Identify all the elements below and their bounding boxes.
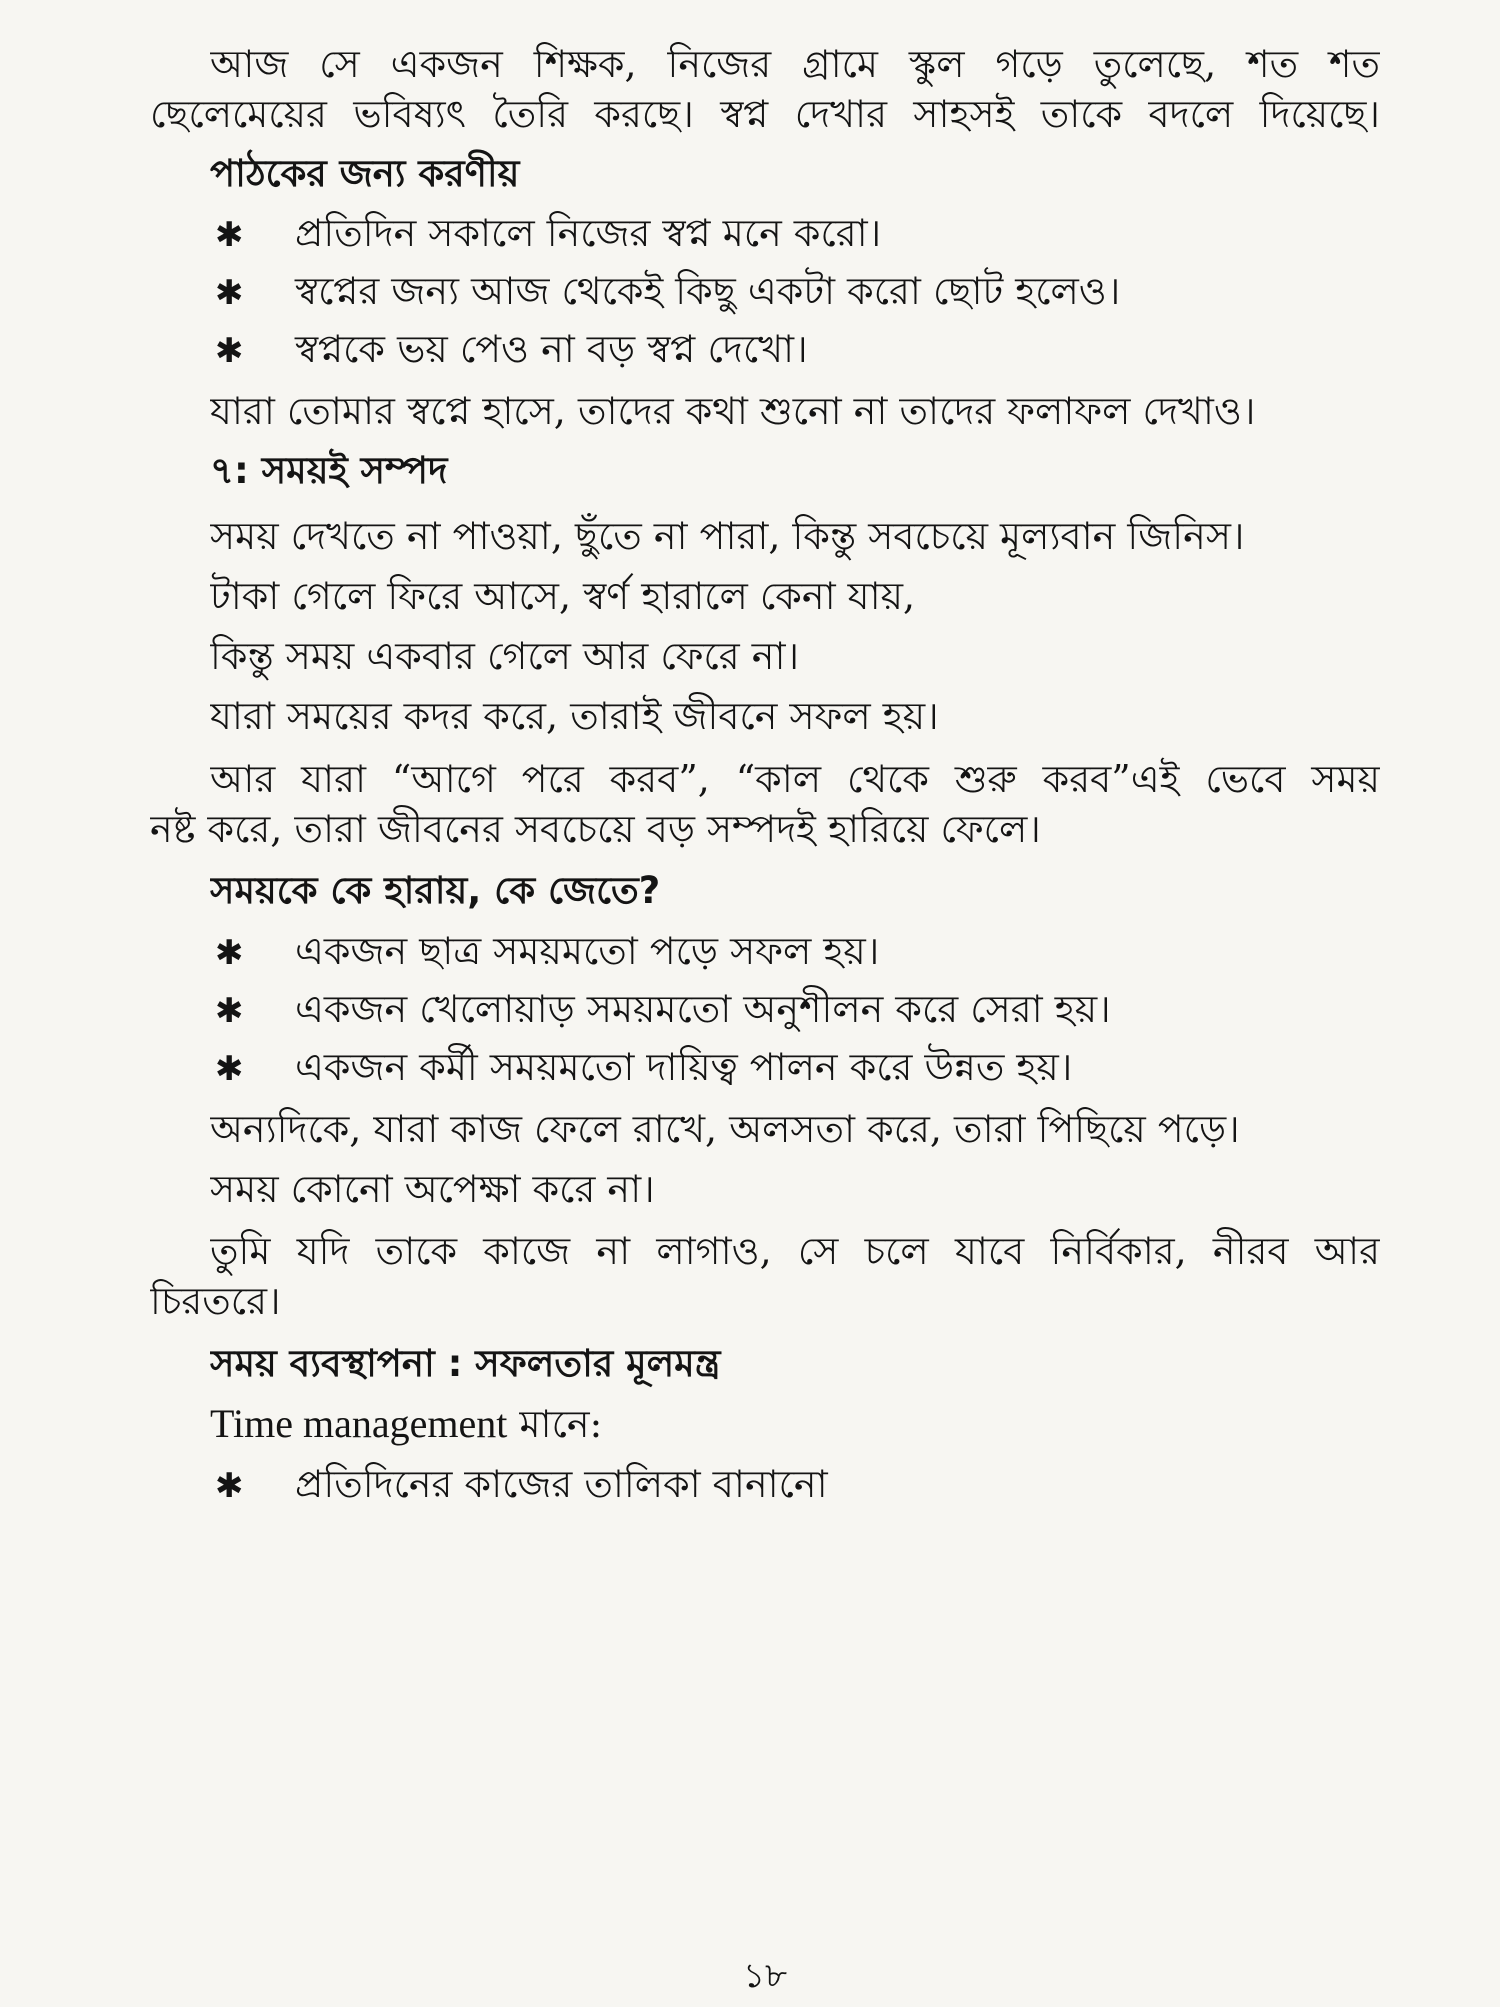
asterisk-bullet-icon: ✱: [215, 1466, 244, 1506]
who-section-paragraph-1: অন্যদিকে, যারা কাজ ফেলে রাখে, অলসতা করে, তারা পিছিয়ে পড়ে।: [210, 1107, 1240, 1151]
management-definition: [210, 1398, 1380, 1450]
asterisk-bullet-icon: ✱: [215, 273, 244, 313]
chapter-heading: ৭: সময়ই সম্পদ: [210, 449, 448, 492]
book-page: [150, 20, 1380, 1996]
reader-section-heading: পাঠকের জন্য করণীয়: [210, 152, 520, 195]
asterisk-bullet-icon: ✱: [215, 991, 244, 1031]
definition-bengali-suffix: মানে:: [507, 1402, 603, 1446]
chapter-paragraph-5-line-2: নষ্ট করে, তারা জীবনের সবচেয়ে বড় সম্পদই হারিয়ে ফেলে।: [150, 807, 1041, 851]
list-item: [215, 323, 1380, 377]
list-item: [215, 1041, 1380, 1095]
list-item: [215, 207, 1380, 261]
asterisk-bullet-icon: ✱: [215, 933, 244, 973]
definition-english-term: Time management: [210, 1401, 508, 1446]
who-section-paragraph-3-line-1: তুমি যদি তাকে কাজে না লাগাও, সে চলে যাবে নির্বিকার, নীরব আর: [210, 1229, 1380, 1273]
list-item-text: একজন কর্মী সময়মতো দায়িত্ব পালন করে উন্নত হয়।: [295, 1045, 1073, 1089]
list-item: [215, 925, 1380, 979]
who-section-paragraph-2: সময় কোনো অপেক্ষা করে না।: [210, 1167, 655, 1211]
who-section-heading: সময়কে কে হারায়, কে জেতে?: [210, 869, 661, 912]
asterisk-bullet-icon: ✱: [215, 215, 244, 255]
chapter-paragraph-5-line-1: আর যারা “আগে পরে করব”, “কাল থেকে শুরু করব”এই ভেবে সময়: [210, 757, 1380, 801]
list-item: [215, 265, 1380, 319]
list-item-text: স্বপ্নের জন্য আজ থেকেই কিছু একটা করো ছোট হলেও।: [295, 269, 1121, 313]
list-item-text: একজন ছাত্র সময়মতো পড়ে সফল হয়।: [295, 929, 880, 973]
intro-line-1: আজ সে একজন শিক্ষক, নিজের গ্রামে স্কুল গড়ে তুলেছে, শত শত: [210, 42, 1380, 86]
who-section-paragraph-3-line-2: চিরতরে।: [150, 1279, 281, 1323]
intro-line-2: ছেলেমেয়ের ভবিষ্যৎ তৈরি করছে। স্বপ্ন দেখার সাহসই তাকে বদলে দিয়েছে।: [150, 92, 1380, 136]
list-item-text: স্বপ্নকে ভয় পেও না বড় স্বপ্ন দেখো।: [295, 327, 808, 371]
list-item-text: একজন খেলোয়াড় সময়মতো অনুশীলন করে সেরা হয়।: [295, 987, 1111, 1031]
list-item-text: প্রতিদিনের কাজের তালিকা বানানো: [295, 1462, 828, 1506]
page-number: ১৮: [742, 1956, 788, 1996]
list-item-text: প্রতিদিন সকালে নিজের স্বপ্ন মনে করো।: [295, 211, 882, 255]
asterisk-bullet-icon: ✱: [215, 1049, 244, 1089]
chapter-paragraph-1: সময় দেখতে না পাওয়া, ছুঁতে না পারা, কিন্তু সবচেয়ে মূল্যবান জিনিস।: [210, 514, 1245, 558]
list-item: [215, 983, 1380, 1037]
list-item: [215, 1458, 1380, 1512]
asterisk-bullet-icon: ✱: [215, 331, 244, 371]
reader-section-closing: যারা তোমার স্বপ্নে হাসে, তাদের কথা শুনো না তাদের ফলাফল দেখাও।: [210, 389, 1256, 433]
chapter-paragraph-3: কিন্তু সময় একবার গেলে আর ফেরে না।: [210, 634, 800, 678]
chapter-paragraph-4: যারা সময়ের কদর করে, তারাই জীবনে সফল হয়।: [210, 694, 939, 738]
management-section-heading: সময় ব্যবস্থাপনা : সফলতার মূলমন্ত্র: [210, 1342, 721, 1385]
chapter-paragraph-2: টাকা গেলে ফিরে আসে, স্বর্ণ হারালে কেনা যায়,: [210, 574, 916, 618]
